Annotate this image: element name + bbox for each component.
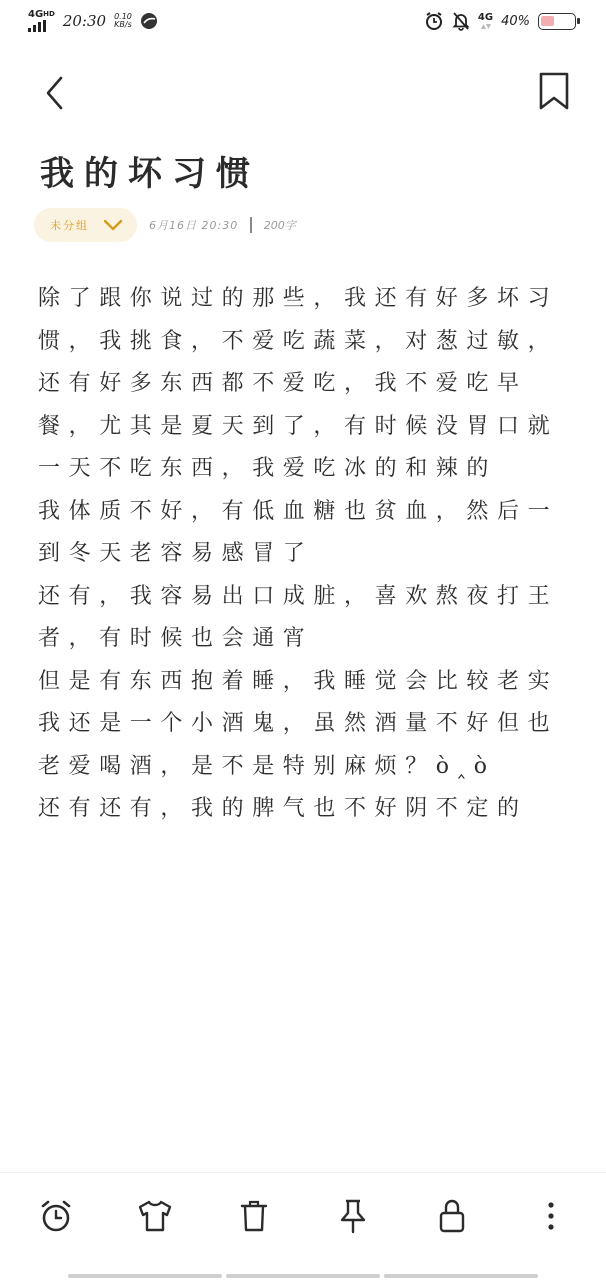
- note-date: 6月16日 20:30: [149, 219, 239, 232]
- data-arrows-icon: [480, 23, 492, 30]
- paragraph: 还有，我容易出口成脏，喜欢熬夜打王者，有时候也会通宵: [38, 583, 559, 651]
- app-notification-icon: [140, 12, 158, 30]
- paragraph: 我还是一个小酒鬼，虽然酒量不好但也老爱喝酒，是不是特别麻烦？ὸ‸ὸ: [38, 711, 559, 779]
- battery-percent: 40%: [501, 13, 530, 29]
- paragraph: 但是有东西抱着睡，我睡觉会比较老实: [38, 668, 559, 694]
- network-indicator: [28, 10, 55, 32]
- theme-button[interactable]: [131, 1192, 179, 1240]
- chevron-down-icon: [103, 219, 123, 231]
- pin-icon: [337, 1197, 369, 1235]
- note-meta: [34, 208, 296, 242]
- delete-button[interactable]: [230, 1192, 278, 1240]
- alarm-status-icon: [424, 11, 444, 31]
- status-bar: [0, 0, 606, 46]
- network-type-right: 4G: [477, 11, 494, 23]
- speed-value: 0.10: [114, 12, 132, 21]
- bookmark-icon: [532, 68, 576, 112]
- trash-icon: [237, 1198, 271, 1234]
- bookmark-button[interactable]: [532, 68, 576, 112]
- signal-icon: [28, 20, 46, 32]
- bottom-toolbar: [0, 1172, 606, 1258]
- more-button[interactable]: [527, 1192, 575, 1240]
- note-title[interactable]: 我的坏习惯: [40, 154, 260, 194]
- paragraph: 我体质不好，有低血糖也贫血，然后一到冬天老容易感冒了: [38, 498, 559, 566]
- note-body[interactable]: [38, 278, 568, 831]
- shirt-icon: [136, 1198, 174, 1234]
- group-label: 未分组: [50, 219, 89, 232]
- pin-button[interactable]: [329, 1192, 377, 1240]
- battery-level: [541, 16, 554, 26]
- lock-button[interactable]: [428, 1192, 476, 1240]
- status-right: [424, 11, 576, 31]
- reminder-button[interactable]: [32, 1192, 80, 1240]
- lock-icon: [436, 1197, 468, 1235]
- speed-unit: KB/s: [114, 20, 132, 29]
- paragraph: 还有还有，我的脾气也不好阴不定的: [38, 796, 528, 821]
- paragraph: 除了跟你说过的那些，我还有好多坏习惯，我挑食，不爱吃蔬菜，对葱过敏，还有好多东西都不爱吃，我不爱吃早餐，尤其是夏天到了，有时候没胃口就一天不吃东西，我爱吃冰的和辣的: [38, 286, 559, 481]
- data-indicator: [478, 13, 493, 30]
- meta-divider: [250, 217, 252, 233]
- status-left: [28, 10, 158, 32]
- network-type: 4G: [28, 9, 44, 20]
- battery-icon: [538, 13, 576, 30]
- network-hd: HD: [43, 10, 55, 18]
- mute-icon: [452, 11, 470, 31]
- word-count: 200字: [263, 219, 296, 232]
- network-speed: [114, 13, 132, 29]
- gesture-bar[interactable]: [68, 1274, 538, 1278]
- back-button[interactable]: [34, 68, 78, 112]
- alarm-icon: [38, 1198, 74, 1234]
- chevron-left-icon: [34, 68, 78, 112]
- note-header: [0, 62, 606, 118]
- group-selector[interactable]: [34, 208, 137, 242]
- status-time: 20:30: [62, 12, 107, 30]
- more-icon: [545, 1198, 557, 1234]
